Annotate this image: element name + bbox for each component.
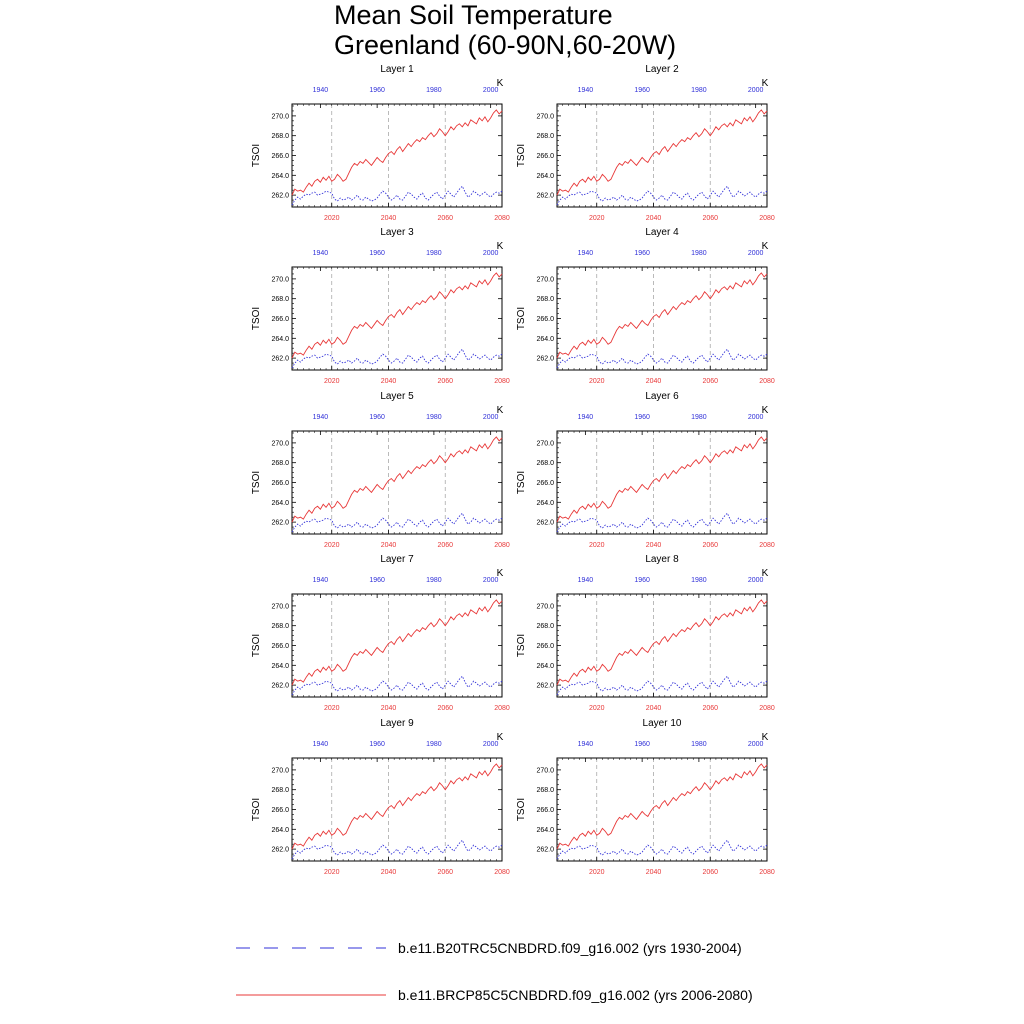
y-axis-label: TSOI: [251, 797, 262, 822]
x-tick-label-bottom: 2060: [437, 705, 454, 712]
x-tick-label-top: 1980: [691, 414, 707, 421]
y-axis-label: TSOI: [516, 470, 527, 495]
y-tick-label: 270.0: [271, 113, 289, 121]
y-tick-label: 270.0: [536, 603, 554, 611]
x-tick-label-bottom: 2020: [588, 542, 605, 549]
y-axis-label: TSOI: [251, 470, 262, 495]
panel-title: Layer 5: [380, 391, 414, 402]
x-tick-label-bottom: 2020: [323, 215, 340, 222]
y-axis-label: TSOI: [516, 633, 527, 658]
x-tick-label-bottom: 2060: [702, 705, 719, 712]
x-tick-label-top: 1940: [312, 250, 329, 257]
x-tick-label-bottom: 2080: [759, 215, 775, 222]
legend-label-historical: b.e11.B20TRC5CNBDRD.f09_g16.002 (yrs 1930-2004): [398, 940, 742, 956]
panel-title: Layer 3: [380, 227, 414, 238]
y-tick-label: 268.0: [536, 460, 554, 468]
x-tick-label-bottom: 2060: [437, 378, 454, 385]
y-tick-label: 262.0: [271, 682, 289, 690]
panel-title: Layer 4: [645, 227, 679, 238]
y-tick-label: 268.0: [271, 460, 289, 468]
units-label: K: [761, 732, 769, 743]
units-label: K: [496, 732, 504, 743]
x-tick-label-top: 2000: [482, 414, 499, 421]
y-tick-label: 262.0: [271, 355, 289, 363]
x-tick-label-bottom: 2080: [494, 705, 510, 712]
y-axis-label: TSOI: [516, 306, 527, 331]
x-tick-label-top: 2000: [747, 87, 764, 94]
x-tick-label-top: 2000: [747, 250, 764, 257]
y-tick-label: 266.0: [536, 316, 554, 323]
x-tick-label-top: 1940: [312, 577, 329, 584]
x-tick-label-top: 1940: [577, 741, 594, 748]
x-tick-label-top: 1980: [691, 87, 707, 94]
units-label: K: [761, 241, 769, 252]
x-tick-label-top: 1960: [634, 87, 650, 94]
y-axis-label: TSOI: [516, 797, 527, 822]
y-tick-label: 266.0: [271, 153, 289, 160]
x-tick-label-top: 1980: [426, 250, 442, 257]
panel-title: Layer 1: [380, 64, 414, 75]
y-tick-label: 266.0: [271, 807, 289, 814]
x-tick-label-bottom: 2080: [759, 542, 775, 549]
x-tick-label-bottom: 2080: [759, 378, 775, 385]
panel-title: Layer 2: [645, 64, 679, 75]
y-tick-label: 268.0: [271, 623, 289, 631]
x-tick-label-bottom: 2080: [494, 869, 510, 876]
y-tick-label: 262.0: [536, 355, 554, 363]
x-tick-label-bottom: 2020: [323, 705, 340, 712]
x-tick-label-bottom: 2080: [494, 542, 510, 549]
y-axis-label: TSOI: [251, 143, 262, 168]
x-tick-label-bottom: 2040: [380, 215, 397, 222]
x-tick-label-top: 1940: [577, 414, 594, 421]
x-tick-label-top: 1940: [577, 577, 594, 584]
x-tick-label-bottom: 2040: [380, 378, 397, 385]
x-tick-label-top: 2000: [747, 741, 764, 748]
x-tick-label-top: 1980: [426, 741, 442, 748]
x-tick-label-bottom: 2040: [645, 215, 662, 222]
x-tick-label-top: 1960: [369, 577, 385, 584]
units-label: K: [496, 405, 504, 416]
x-tick-label-bottom: 2060: [437, 869, 454, 876]
x-tick-label-bottom: 2020: [323, 542, 340, 549]
panel-title: Layer 10: [642, 718, 682, 729]
y-tick-label: 262.0: [271, 192, 289, 200]
units-label: K: [761, 568, 769, 579]
y-tick-label: 262.0: [536, 682, 554, 690]
y-tick-label: 270.0: [536, 113, 554, 121]
y-tick-label: 262.0: [536, 519, 554, 527]
units-label: K: [496, 568, 504, 579]
x-tick-label-bottom: 2060: [437, 215, 454, 222]
x-tick-label-top: 1960: [634, 741, 650, 748]
x-tick-label-bottom: 2060: [702, 215, 719, 222]
units-label: K: [496, 241, 504, 252]
legend-label-future: b.e11.BRCP85C5CNBDRD.f09_g16.002 (yrs 2006-2080): [398, 987, 753, 1003]
x-tick-label-top: 1980: [691, 577, 707, 584]
y-tick-label: 266.0: [271, 480, 289, 487]
x-tick-label-bottom: 2020: [323, 378, 340, 385]
x-tick-label-top: 2000: [747, 414, 764, 421]
y-tick-label: 266.0: [271, 316, 289, 323]
x-tick-label-top: 2000: [482, 741, 499, 748]
y-tick-label: 264.0: [536, 499, 554, 507]
y-tick-label: 270.0: [271, 767, 289, 775]
x-tick-label-top: 1940: [312, 87, 329, 94]
x-tick-label-bottom: 2040: [380, 542, 397, 549]
x-tick-label-top: 1940: [312, 414, 329, 421]
y-tick-label: 264.0: [536, 826, 554, 834]
y-tick-label: 270.0: [536, 440, 554, 448]
y-axis-label: TSOI: [251, 633, 262, 658]
y-tick-label: 262.0: [536, 846, 554, 854]
x-tick-label-bottom: 2060: [702, 542, 719, 549]
panel-title: Layer 9: [380, 718, 414, 729]
y-tick-label: 266.0: [536, 480, 554, 487]
panel-title: Layer 8: [645, 554, 679, 565]
units-label: K: [761, 78, 769, 89]
y-tick-label: 268.0: [271, 787, 289, 795]
y-tick-label: 262.0: [271, 519, 289, 527]
y-tick-label: 268.0: [536, 296, 554, 304]
y-tick-label: 264.0: [271, 662, 289, 670]
x-tick-label-bottom: 2080: [759, 705, 775, 712]
y-tick-label: 264.0: [271, 335, 289, 343]
panel-title: Layer 6: [645, 391, 679, 402]
x-tick-label-top: 1940: [312, 741, 329, 748]
x-tick-label-top: 2000: [747, 577, 764, 584]
units-label: K: [761, 405, 769, 416]
x-tick-label-top: 2000: [482, 250, 499, 257]
y-tick-label: 264.0: [271, 826, 289, 834]
x-tick-label-top: 1980: [426, 87, 442, 94]
y-tick-label: 264.0: [536, 172, 554, 180]
y-tick-label: 266.0: [271, 643, 289, 650]
x-tick-label-bottom: 2020: [588, 705, 605, 712]
y-tick-label: 264.0: [536, 662, 554, 670]
x-tick-label-bottom: 2080: [494, 215, 510, 222]
y-tick-label: 270.0: [536, 767, 554, 775]
x-tick-label-bottom: 2060: [702, 378, 719, 385]
x-tick-label-top: 1960: [634, 577, 650, 584]
x-tick-label-top: 1960: [369, 414, 385, 421]
y-tick-label: 264.0: [536, 335, 554, 343]
y-tick-label: 268.0: [536, 623, 554, 631]
y-tick-label: 270.0: [536, 276, 554, 284]
y-tick-label: 270.0: [271, 603, 289, 611]
y-tick-label: 266.0: [536, 153, 554, 160]
x-tick-label-top: 1960: [369, 250, 385, 257]
y-tick-label: 264.0: [271, 172, 289, 180]
x-tick-label-bottom: 2020: [323, 869, 340, 876]
y-tick-label: 264.0: [271, 499, 289, 507]
x-tick-label-bottom: 2080: [494, 378, 510, 385]
x-tick-label-top: 2000: [482, 577, 499, 584]
y-tick-label: 268.0: [271, 296, 289, 304]
x-tick-label-top: 1960: [634, 414, 650, 421]
x-tick-label-bottom: 2020: [588, 215, 605, 222]
y-tick-label: 268.0: [536, 133, 554, 141]
x-tick-label-bottom: 2060: [702, 869, 719, 876]
x-tick-label-top: 2000: [482, 87, 499, 94]
x-tick-label-bottom: 2060: [437, 542, 454, 549]
y-axis-label: TSOI: [251, 306, 262, 331]
x-tick-label-top: 1980: [426, 414, 442, 421]
x-tick-label-bottom: 2080: [759, 869, 775, 876]
title-line-1: Mean Soil Temperature: [334, 0, 613, 30]
panel-title: Layer 7: [380, 554, 414, 565]
x-tick-label-top: 1980: [691, 250, 707, 257]
y-tick-label: 262.0: [271, 846, 289, 854]
x-tick-label-bottom: 2040: [380, 705, 397, 712]
x-tick-label-top: 1960: [369, 741, 385, 748]
y-tick-label: 270.0: [271, 440, 289, 448]
x-tick-label-top: 1980: [426, 577, 442, 584]
x-tick-label-top: 1940: [577, 250, 594, 257]
x-tick-label-bottom: 2040: [645, 869, 662, 876]
y-tick-label: 262.0: [536, 192, 554, 200]
title-line-2: Greenland (60-90N,60-20W): [334, 30, 677, 60]
y-tick-label: 266.0: [536, 643, 554, 650]
units-label: K: [496, 78, 504, 89]
x-tick-label-bottom: 2040: [645, 542, 662, 549]
x-tick-label-top: 1960: [369, 87, 385, 94]
x-tick-label-top: 1980: [691, 741, 707, 748]
x-tick-label-bottom: 2040: [645, 378, 662, 385]
y-tick-label: 270.0: [271, 276, 289, 284]
x-tick-label-bottom: 2020: [588, 378, 605, 385]
x-tick-label-top: 1940: [577, 87, 594, 94]
x-tick-label-bottom: 2020: [588, 869, 605, 876]
y-tick-label: 266.0: [536, 807, 554, 814]
x-tick-label-top: 1960: [634, 250, 650, 257]
x-tick-label-bottom: 2040: [380, 869, 397, 876]
x-tick-label-bottom: 2040: [645, 705, 662, 712]
y-axis-label: TSOI: [516, 143, 527, 168]
y-tick-label: 268.0: [536, 787, 554, 795]
y-tick-label: 268.0: [271, 133, 289, 141]
